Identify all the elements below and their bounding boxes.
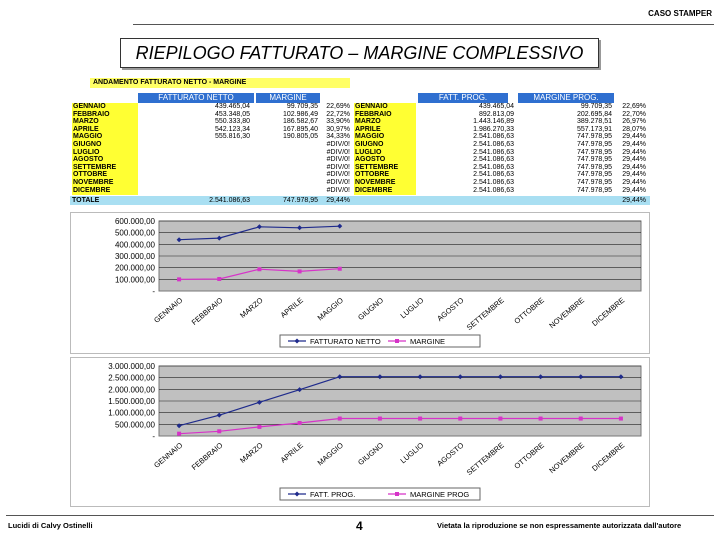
total-fatturato: 2.541.086,63 [209,197,250,204]
cell-mese: AGOSTO [72,156,138,164]
cell-pct: #DIV/0! [326,156,350,164]
cell-mese2: DICEMBRE [354,187,416,195]
x-tick-label: MAGGIO [315,440,346,468]
x-tick-label: SETTEMBRE [464,440,506,477]
x-tick-label: GENNAIO [152,295,185,325]
data-point [298,421,302,425]
cell-mese2: NOVEMBRE [354,179,416,187]
col-header-margine: MARGINE [256,93,320,103]
x-tick-label: DICEMBRE [590,440,627,473]
cell-mese: NOVEMBRE [72,179,138,187]
x-tick-label: APRILE [278,440,305,465]
header-rule [133,24,714,25]
cell-mese: LUGLIO [72,149,138,157]
cell-mese: GIUGNO [72,141,138,149]
x-tick-label: DICEMBRE [590,295,627,328]
cell-mese2: GIUGNO [354,141,416,149]
cell-mprog: 747.978,95 [576,179,612,186]
x-tick-label: NOVEMBRE [547,295,587,331]
data-point [418,417,422,421]
cell-mese2: LUGLIO [354,149,416,157]
y-tick-label: - [152,432,155,441]
cell-pct: 22,72% [326,110,350,118]
data-point [338,267,342,271]
x-tick-label: LUGLIO [398,440,426,466]
cell-mese: SETTEMBRE [72,164,138,172]
cell-mprog: 99.709,35 [580,103,612,110]
y-tick-label: 300.000,00 [114,252,155,261]
cell-fatt [138,187,252,195]
x-tick-label: MARZO [238,295,265,320]
x-tick-label: FEBBRAIO [189,440,225,472]
cell-fprog: 439.465,04 [478,103,514,110]
cell-mese2: FEBBRAIO [354,111,416,119]
y-tick-label: 2.500.000,00 [108,373,155,383]
x-tick-label: OTTOBRE [512,440,546,471]
page-title-text: RIEPILOGO FATTURATO – MARGINE COMPLESSIVO [135,42,584,63]
cell-fatt: 542.123,34 [214,125,250,133]
data-point [177,432,181,436]
cell-fprog: 2.541.086,63 [473,133,514,141]
cell-fprog: 1.986.270,33 [473,125,514,133]
y-tick-label: 500.000,00 [114,228,155,238]
data-point [177,277,181,281]
cell-pct2: 28,07% [622,125,646,133]
chart-progressive [70,357,650,507]
cell-mese: OTTOBRE [72,171,138,179]
cell-pct: 30,97% [326,125,350,133]
cell-mprog: 747.978,95 [576,133,612,141]
total-percent-prog: 29,44% [622,197,646,204]
legend-marker [395,339,399,343]
cell-marg: 190.805,05 [282,133,318,141]
total-margine: 747.978,95 [282,197,318,204]
cell-mese: MARZO [72,118,138,126]
cell-mese2: MARZO [354,118,416,126]
cell-fprog: 2.541.086,63 [473,141,514,148]
data-point [458,417,462,421]
cell-mprog: 557.173,91 [576,125,612,133]
cell-mese2: GENNAIO [354,103,416,111]
y-tick-label: - [152,287,155,296]
page-title [120,38,599,68]
cell-marg: 167.895,40 [282,125,318,133]
cell-fprog: 2.541.086,63 [473,179,514,186]
legend-label: FATTURATO NETTO [310,337,381,346]
footer-rule [6,515,714,516]
data-point [579,417,583,421]
cell-mprog: 747.978,95 [576,171,612,179]
x-tick-label: GIUGNO [356,295,386,323]
cell-fatt: 555.816,30 [214,133,250,141]
page-number: 4 [356,519,363,533]
data-point [338,417,342,421]
cell-pct: 34,33% [326,133,350,141]
legend-marker [395,492,399,496]
data-point [619,417,623,421]
col-header-fatturato: FATTURATO NETTO [138,93,254,103]
legend-label: MARGINE PROG [410,490,470,499]
table-banner: ANDAMENTO FATTURATO NETTO - MARGINE [90,78,350,88]
cell-fatt: 550.333,80 [214,118,250,126]
cell-mese2: MAGGIO [354,133,416,141]
x-tick-label: GIUGNO [356,440,386,468]
data-point [257,425,261,429]
cell-marg: 99.709,35 [286,103,318,110]
y-tick-label: 600.000,00 [114,217,155,226]
cell-pct2: 29,44% [622,171,646,179]
cell-marg: 186.582,67 [282,118,318,126]
x-tick-label: MARZO [238,440,265,465]
y-tick-label: 200.000,00 [114,263,155,273]
legend-label: MARGINE [410,337,446,346]
x-tick-label: FEBBRAIO [189,295,225,327]
cell-fprog: 2.541.086,63 [473,148,514,156]
footer-copyright: Vietata la riproduzione se non espressamente autorizzata dall'autore [437,521,682,530]
cell-pct2: 29,44% [622,141,646,148]
table-row [70,187,650,195]
cell-fprog: 2.541.086,63 [473,156,514,164]
cell-fatt: 453.348,05 [214,110,250,118]
cell-mese2: OTTOBRE [354,171,416,179]
y-tick-label: 2.000.000,00 [108,385,155,395]
cell-mprog: 747.978,95 [576,163,612,171]
cell-pct: 33,90% [326,118,350,126]
x-tick-label: AGOSTO [435,295,466,324]
chart-monthly [70,212,650,354]
col-header-fatt-prog: FATT. PROG. [418,93,508,103]
y-tick-label: 500.000,00 [114,420,155,430]
cell-mese2: APRILE [354,126,416,134]
cell-mese: DICEMBRE [72,187,138,195]
cell-fprog: 892.813,09 [478,110,514,118]
data-point [217,277,221,281]
data-point [257,267,261,271]
cell-pct2: 29,44% [622,186,646,194]
cell-pct2: 26,97% [622,118,646,126]
y-tick-label: 400.000,00 [114,240,155,250]
x-tick-label: APRILE [278,295,305,320]
cell-mprog: 747.978,95 [576,141,612,148]
y-tick-label: 100.000,00 [114,275,155,285]
data-point [378,417,382,421]
cell-mprog: 747.978,95 [576,156,612,164]
cell-pct2: 29,44% [622,156,646,164]
cell-fprog: 1.443.146,89 [473,118,514,126]
cell-pct2: 29,44% [622,179,646,186]
cell-pct: #DIV/0! [326,141,350,148]
cell-mese: MAGGIO [72,133,138,141]
x-tick-label: OTTOBRE [512,295,546,326]
x-tick-label: GENNAIO [152,440,185,470]
cell-pct: 22,69% [326,103,350,110]
col-header-margine-prog: MARGINE PROG. [518,93,614,103]
spreadsheet-table [70,78,650,206]
cell-mprog: 747.978,95 [576,148,612,156]
cell-pct: #DIV/0! [326,148,350,156]
cell-mese: FEBBRAIO [72,111,138,119]
cell-marg: 102.986,49 [282,110,318,118]
cell-fprog: 2.541.086,63 [473,171,514,179]
legend-label: FATT. PROG. [310,490,356,499]
cell-pct2: 29,44% [622,163,646,171]
cell-pct2: 29,44% [622,148,646,156]
cell-mese: APRILE [72,126,138,134]
cell-marg [254,187,320,195]
cell-pct: #DIV/0! [326,171,350,179]
y-tick-label: 1.500.000,00 [108,397,155,406]
cell-fprog: 2.541.086,63 [473,186,514,194]
total-percent: 29,44% [326,197,350,204]
data-point [217,429,221,433]
cell-pct2: 22,70% [622,110,646,118]
cell-mese2: SETTEMBRE [354,164,416,172]
cell-fatt: 439.465,04 [214,103,250,110]
data-point [539,417,543,421]
data-point [498,417,502,421]
cell-mese: GENNAIO [72,103,138,111]
header-tag: CASO STAMPER [648,9,712,18]
cell-pct2: 29,44% [622,133,646,141]
chart-progressive-svg [71,358,649,506]
cell-mese2: AGOSTO [354,156,416,164]
x-tick-label: SETTEMBRE [464,295,506,332]
x-tick-label: AGOSTO [435,440,466,469]
cell-pct2: 22,69% [622,103,646,110]
chart-monthly-svg [71,213,649,353]
cell-mprog: 389.278,51 [576,118,612,126]
cell-mprog: 202.695,84 [576,110,612,118]
x-tick-label: LUGLIO [398,295,426,321]
y-tick-label: 3.000.000,00 [108,362,155,371]
total-label: TOTALE [72,197,100,204]
x-tick-label: NOVEMBRE [547,440,587,476]
y-tick-label: 1.000.000,00 [108,408,155,418]
data-point [298,269,302,273]
total-row [70,196,650,205]
footer-author: Lucidi di Calvy Ostinelli [8,521,93,530]
x-tick-label: MAGGIO [315,295,346,323]
cell-pct: #DIV/0! [326,163,350,171]
cell-fprog: 2.541.086,63 [473,163,514,171]
cell-pct: #DIV/0! [326,179,350,186]
cell-pct: #DIV/0! [326,186,350,194]
cell-mprog: 747.978,95 [576,186,612,194]
